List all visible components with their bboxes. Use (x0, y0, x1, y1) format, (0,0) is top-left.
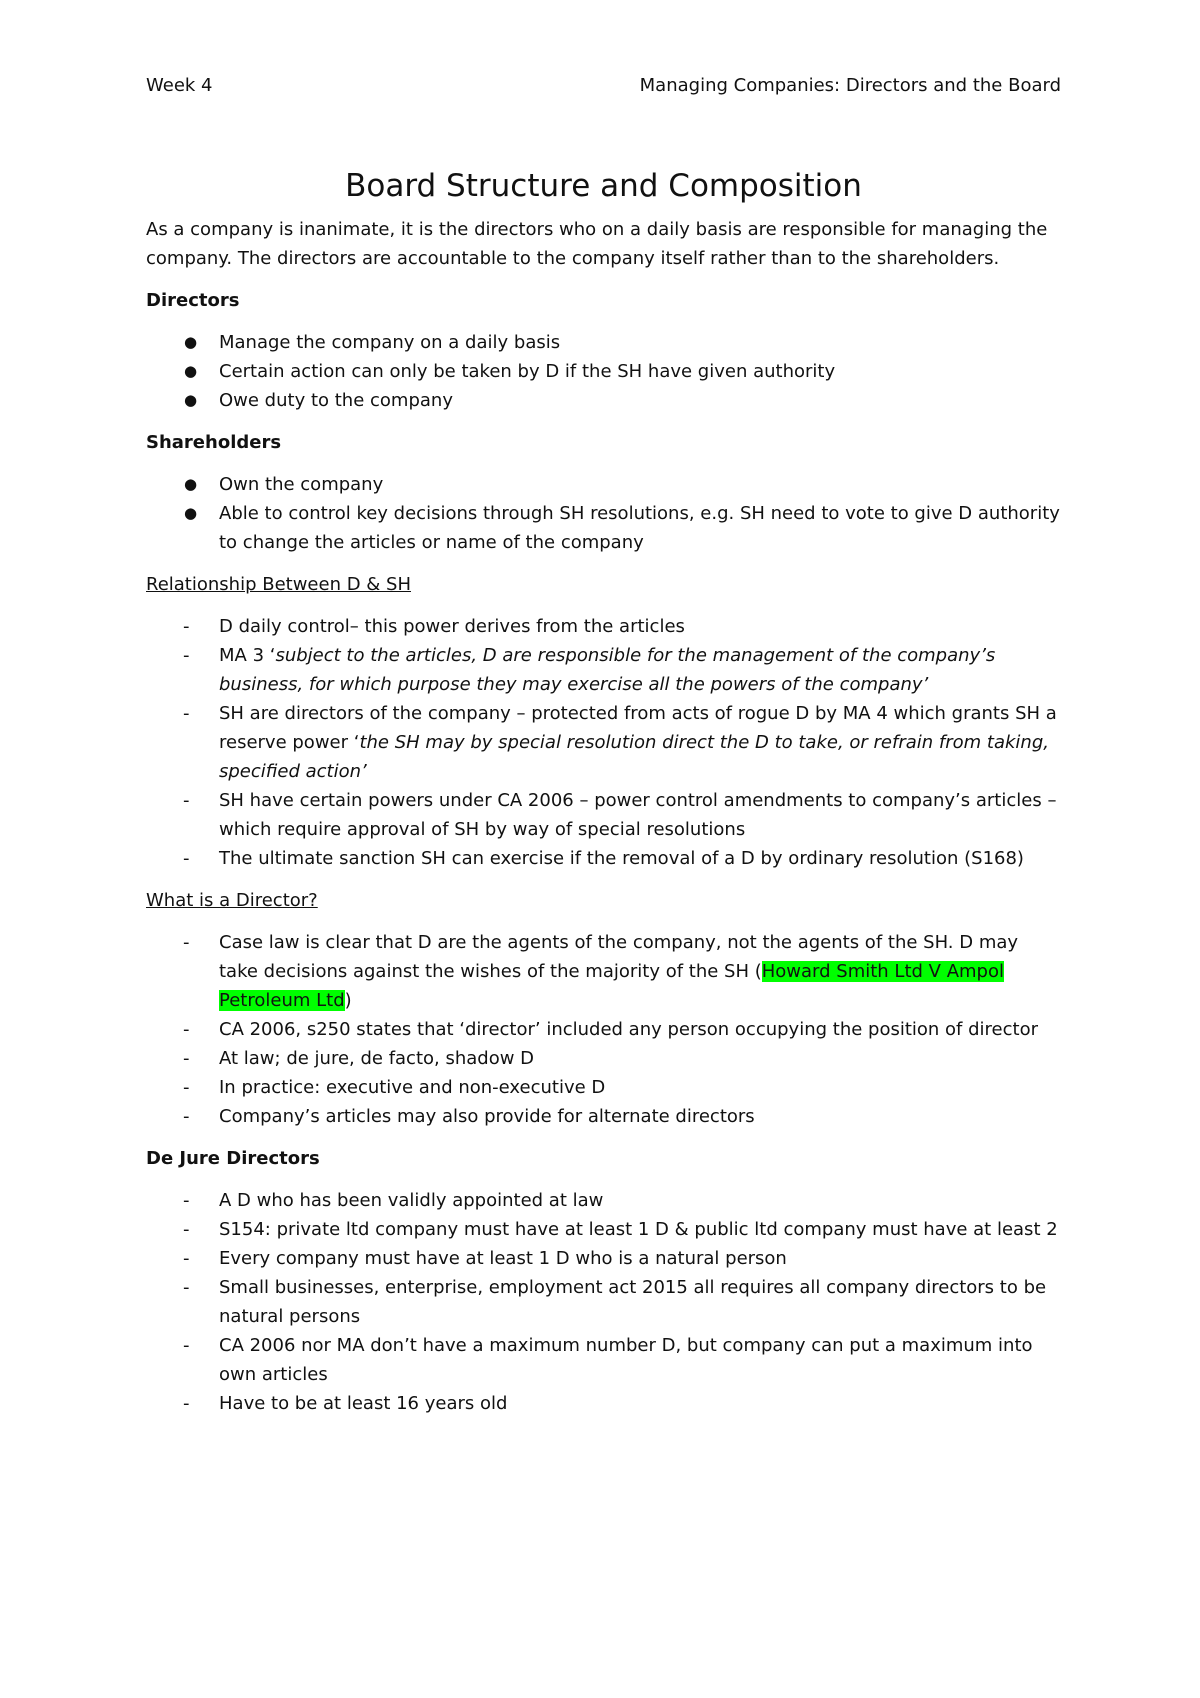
list-item: - CA 2006 nor MA don’t have a maximum number D, but company can put a maximum into own articles (146, 1331, 1061, 1389)
page-header (146, 73, 1061, 99)
what-is-director-list (146, 928, 1061, 1131)
directors-list (146, 328, 1061, 415)
bullet-marker: ● (184, 333, 198, 351)
list-item: - The ultimate sanction SH can exercise if the removal of a D by ordinary resolution (S168) (146, 844, 1061, 873)
list-item: ● Owe duty to the company (146, 386, 1061, 415)
quoted-article: the SH may by special resolution direct the D to take, or refrain from taking, specified action’ (219, 732, 1049, 782)
header-course-title: Managing Companies: Directors and the Board (639, 75, 1061, 96)
list-item: - In practice: executive and non-executive D (146, 1073, 1061, 1102)
dash-marker: - (183, 932, 190, 953)
dash-marker: - (183, 1335, 190, 1356)
dash-marker: - (183, 645, 190, 666)
list-item: - D daily control– this power derives from the articles (146, 612, 1061, 641)
list-item: ● Own the company (146, 470, 1061, 499)
dash-marker: - (183, 1048, 190, 1069)
bullet-marker: ● (184, 391, 198, 409)
intro-paragraph: As a company is inanimate, it is the directors who on a daily basis are responsible for managing the company. The directors are accountable to the company itself rather than to the shareholders. (146, 219, 1048, 269)
list-item: - Company’s articles may also provide for alternate directors (146, 1102, 1061, 1131)
dash-marker: - (183, 1190, 190, 1211)
list-item: - Case law is clear that D are the agents of the company, not the agents of the SH. D may take decisions against the wishes of the majority of the SH (Howard Smith Ltd V Ampol Petroleum Ltd) (146, 928, 1061, 1015)
list-item: - SH have certain powers under CA 2006 – power control amendments to company’s articles – which require approval of SH by way of special resolutions (146, 786, 1061, 844)
relationship-list (146, 612, 1061, 873)
list-item: - Have to be at least 16 years old (146, 1389, 1061, 1418)
list-item: ● Manage the company on a daily basis (146, 328, 1061, 357)
dash-marker: - (183, 1248, 190, 1269)
list-item: - MA 3 ‘subject to the articles, D are responsible for the management of the company’s business, for which purpose they may exercise all the powers of the company’ (146, 641, 1061, 699)
dash-marker: - (183, 790, 190, 811)
bullet-marker: ● (184, 475, 198, 493)
dash-marker: - (183, 1106, 190, 1127)
directors-heading: Directors (146, 290, 240, 311)
de-jure-heading: De Jure Directors (146, 1148, 320, 1169)
list-item: - SH are directors of the company – protected from acts of rogue D by MA 4 which grants SH a reserve power ‘the SH may by special resolution direct the D to take, or refrain from taking, specified action’ (146, 699, 1061, 786)
dash-marker: - (183, 1393, 190, 1414)
dash-marker: - (183, 703, 190, 724)
list-item: - A D who has been validly appointed at law (146, 1186, 1061, 1215)
dash-marker: - (183, 1219, 190, 1240)
list-item: - Every company must have at least 1 D who is a natural person (146, 1244, 1061, 1273)
dash-marker: - (183, 1019, 190, 1040)
what-is-director-heading: What is a Director? (146, 890, 318, 911)
list-item: - S154: private ltd company must have at least 1 D & public ltd company must have at least 2 (146, 1215, 1061, 1244)
bullet-marker: ● (184, 504, 198, 522)
list-item: - At law; de jure, de facto, shadow D (146, 1044, 1061, 1073)
highlighted-case-name: Howard Smith Ltd V Ampol Petroleum Ltd (219, 961, 1004, 1011)
de-jure-list (146, 1186, 1061, 1418)
list-item: ● Able to control key decisions through SH resolutions, e.g. SH need to vote to give D authority to change the articles or name of the company (146, 499, 1061, 557)
shareholders-list (146, 470, 1061, 557)
quoted-article: subject to the articles, D are responsible for the management of the company’s business, for which purpose they may exercise all the powers of the company’ (219, 645, 996, 695)
bullet-marker: ● (184, 362, 198, 380)
dash-marker: - (183, 1277, 190, 1298)
dash-marker: - (183, 848, 190, 869)
relationship-heading: Relationship Between D & SH (146, 574, 411, 595)
header-week: Week 4 (146, 75, 213, 96)
list-item: - CA 2006, s250 states that ‘director’ included any person occupying the position of director (146, 1015, 1061, 1044)
shareholders-heading: Shareholders (146, 432, 282, 453)
dash-marker: - (183, 616, 190, 637)
document-body (146, 165, 1061, 1431)
dash-marker: - (183, 1077, 190, 1098)
list-item: - Small businesses, enterprise, employment act 2015 all requires all company directors to be natural persons (146, 1273, 1061, 1331)
page-title: Board Structure and Composition (345, 168, 862, 204)
list-item: ● Certain action can only be taken by D if the SH have given authority (146, 357, 1061, 386)
